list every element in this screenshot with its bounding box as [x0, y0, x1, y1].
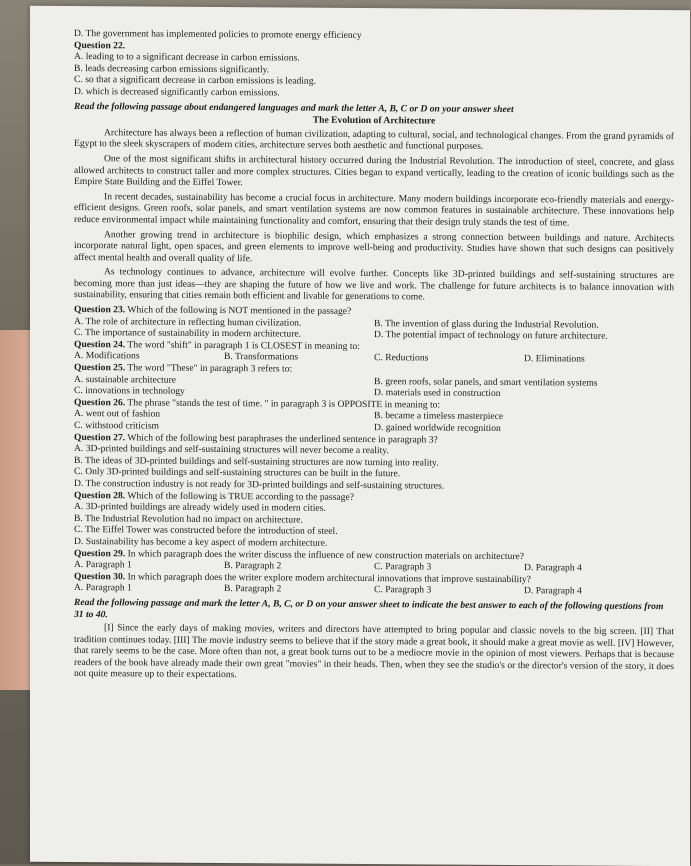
q30-option-c: C. Paragraph 3: [374, 584, 432, 596]
q24-option-a: A. Modifications: [74, 350, 140, 362]
q22-label: Question 22.: [74, 39, 126, 51]
q29-option-c: C. Paragraph 3: [374, 561, 432, 573]
q25-option-d: D. materials used in construction: [374, 387, 501, 400]
q25-option-a: A. sustainable architecture: [74, 373, 177, 386]
q27-option-d: D. The construction industry is not ready for 3D-printed buildings and self-sustaining structures.: [74, 477, 445, 492]
q21-option-d: D. The government has implemented policies to promote energy efficiency: [74, 28, 362, 42]
q28-stem: Which of the following is TRUE according to the passage?: [127, 489, 354, 503]
instruction-1: Read the following passage about endangered languages and mark the letter A, B, C or D on your answer sheet: [74, 100, 514, 115]
q24-option-b: B. Transformations: [224, 351, 299, 364]
q23-stem: Which of the following is NOT mentioned in the passage?: [127, 304, 352, 318]
q29-option-b: B. Paragraph 2: [224, 560, 282, 572]
q30-stem: In which paragraph does the writer explore modern architectural innovations that improve sustainability?: [127, 571, 531, 585]
q27-label: Question 27.: [74, 431, 126, 443]
exam-sheet: [30, 6, 690, 866]
q25-label: Question 25.: [74, 362, 126, 374]
q30-option-d: D. Paragraph 4: [524, 585, 582, 597]
q29-label: Question 29.: [74, 547, 126, 559]
q23-option-d: D. The potential impact of technology on future architecture.: [374, 329, 608, 342]
q25-option-b: B. green roofs, solar panels, and smart ventilation systems: [374, 375, 598, 389]
q28-option-a: A. 3D-printed buildings are already widely used in modern cities.: [74, 501, 326, 514]
q24-option-d: D. Eliminations: [524, 353, 585, 366]
q26-label: Question 26.: [74, 396, 126, 409]
q26-stem: The phrase "stands the test of time. " in paragraph 3 is OPPOSITE in meaning to:: [127, 397, 441, 411]
q29-option-d: D. Paragraph 4: [524, 562, 582, 574]
q23-label: Question 23.: [74, 304, 126, 316]
passage-title: The Evolution of Architecture: [312, 114, 436, 127]
q26-option-c: C. withstood criticism: [74, 420, 160, 432]
q24-stem: The word "shift" in paragraph 1 is CLOSEST in meaning to:: [127, 339, 360, 352]
instruction-2: Read the following passage and mark the letter A, B, C, or D on your answer sheet to indicate the best answer to each of the following questions from 31 to 40.: [74, 596, 664, 620]
q30-option-a: A. Paragraph 1: [74, 582, 132, 594]
q29-stem: In which paragraph does the writer discuss the influence of new construction materials on architecture?: [127, 547, 524, 562]
q22-option-b: B. leads decreasing carbon emissions significantly.: [74, 62, 270, 76]
q27-option-c: C. Only 3D-printed buildings and self-sustaining structures can be built in the future.: [74, 466, 401, 480]
q23-option-b: B. The invention of glass during the Industrial Revolution.: [374, 317, 599, 331]
q22-option-d: D. which is decreased significantly carbon emissions.: [74, 85, 280, 99]
q23-option-a: A. The role of architecture in reflecting human civilization.: [74, 315, 302, 329]
q28-option-c: C. The Eiffel Tower was constructed before the introduction of steel.: [74, 524, 338, 538]
q28-label: Question 28.: [74, 489, 126, 501]
paragraph-1: Architecture has always been a reflection of human civilization, adapting to cultural, social, and technological changes. From the grand pyramids of Egypt to the sleek skyscrapers of modern cities, architecture serves both aesthetic and functional purposes.: [74, 126, 674, 153]
q25-stem: The word "These" in paragraph 3 refers to:: [127, 362, 293, 375]
q24-option-c: C. Reductions: [374, 352, 429, 364]
q23-option-c: C. The importance of sustainability in modern architecture.: [74, 327, 302, 340]
q29-option-a: A. Paragraph 1: [74, 559, 132, 571]
paragraph-2: One of the most significant shifts in architectural history occurred during the Industrial Revolution. The introduction of steel, concrete, and glass allowed architects to construct taller and more complex structures. Cities began to expand vertically, leading to the creation of iconic buildings such as the Empire State Building and the Eiffel Tower.: [74, 153, 674, 189]
sheet-content: [74, 28, 674, 687]
q25-option-c: C. innovations in technology: [74, 385, 185, 397]
q24-label: Question 24.: [74, 338, 126, 351]
q26-option-d: D. gained worldwide recognition: [374, 422, 501, 434]
paragraph-3: In recent decades, sustainability has become a crucial focus in architecture. Many modern buildings incorporate eco-friendly materials and energy-efficient designs. Green roofs, solar panels, and smart ventilation systems are now common features in sustainable architecture. These innovations help reduce environmental impact while maintaining functionality and comfort, ensuring that their design truly stands the test of time.: [74, 190, 674, 229]
q22-option-c: C. so that a significant decrease in carbon emissions is leading.: [74, 74, 316, 88]
paragraph-5: As technology continues to advance, architecture will evolve further. Concepts like 3D-printed buildings and self-sustaining structures are becoming more than just ideas—they are shaping the future of how we live and work. The challenge for future architects is to balance innovation with sustainability, ensuring that cities remain both efficient and livable for generations to come.: [74, 266, 674, 303]
q26-option-b: B. became a timeless masterpiece: [374, 410, 504, 423]
q28-option-b: B. The Industrial Revolution had no impact on architecture.: [74, 512, 303, 526]
q27-stem: Which of the following best paraphrases the underlined sentence in paragraph 3?: [127, 431, 438, 446]
q26-option-a: A. went out of fashion: [74, 408, 161, 421]
q28-option-d: D. Sustainability has become a key aspect of modern architecture.: [74, 535, 328, 549]
q27-option-a: A. 3D-printed buildings and self-sustaining structures will never become a reality.: [74, 443, 389, 457]
q30-label: Question 30.: [74, 570, 126, 583]
q30-option-b: B. Paragraph 2: [224, 583, 282, 595]
q22-option-a: A. leading to to a significant decrease in carbon emissions.: [74, 51, 300, 64]
passage-2: [I] Since the early days of making movies, writers and directors have attempted to bring popular and classic novels to the big screen. [II] That tradition continues today. [III] The movie industry seems to believe that if the story made a great book, it should make a great movie as well. [IV] However, that rarely seems to be the case. More often than not, a great book turns out to be a mediocre movie in the opinion of most viewers. Perhaps that is because readers of the book have already made their own great "movies" in their heads. Then, when they see the studio's or the director's version of the story, it does not quite measure up to their expectations.: [74, 622, 674, 681]
q27-option-b: B. The ideas of 3D-printed buildings and self-sustaining structures are now turning into reality.: [74, 454, 439, 469]
paragraph-4: Another growing trend in architecture is biophilic design, which emphasizes a strong connection between buildings and nature. Architects incorporate natural light, open spaces, and green elements to improve well-being and productivity. Studies have shown that such designs can positively affect mental health and overall quality of life.: [74, 228, 674, 264]
